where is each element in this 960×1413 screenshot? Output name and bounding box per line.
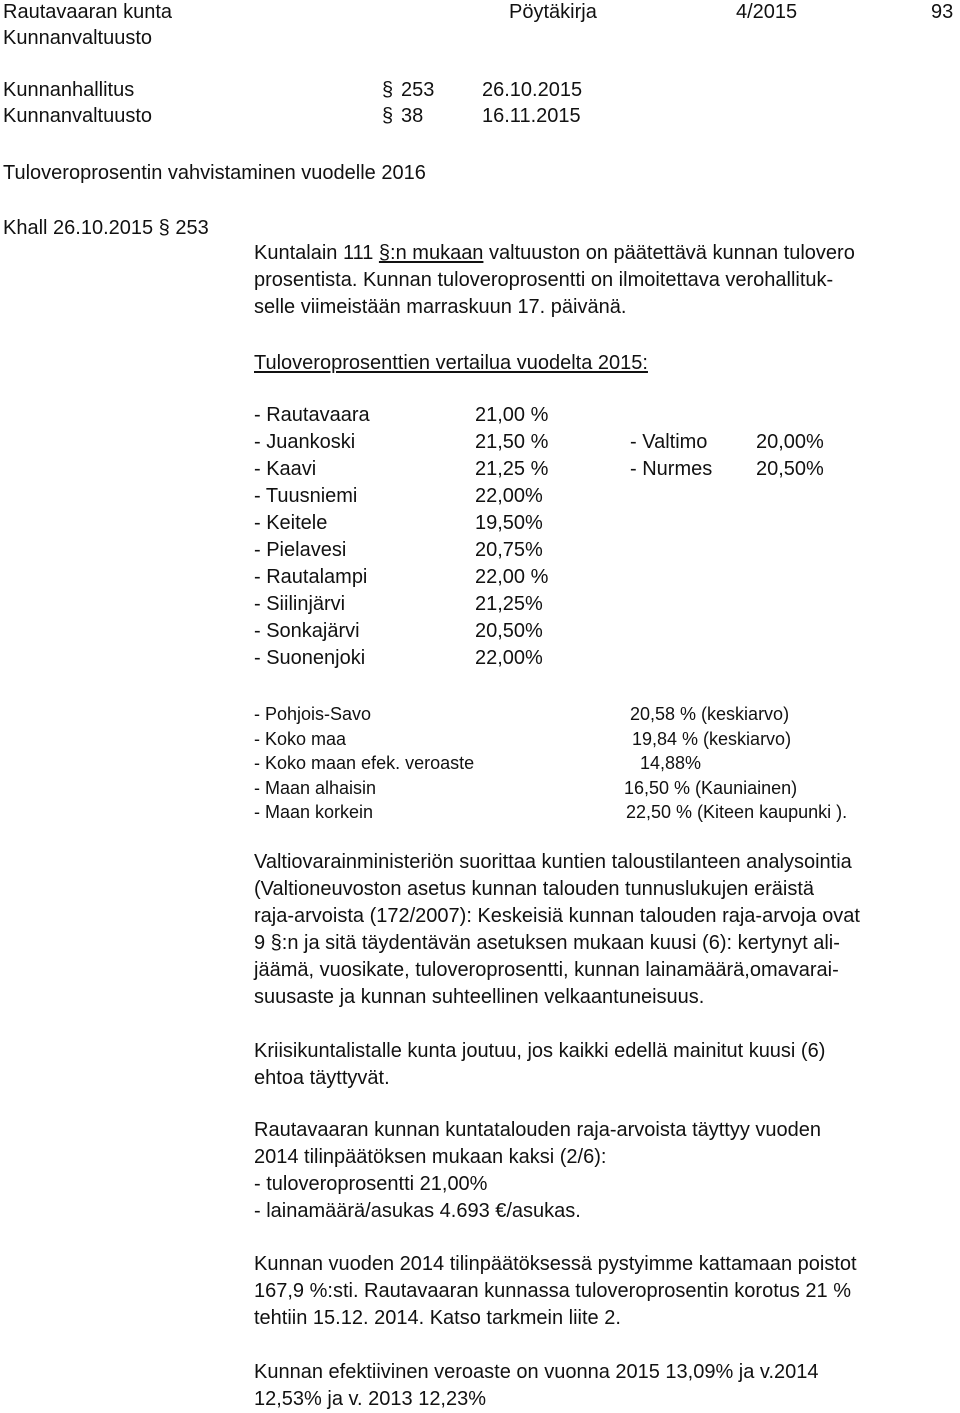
municipality-rate: 20,50% bbox=[475, 620, 543, 642]
paragraph-line: ehtoa täyttyvät. bbox=[254, 1067, 390, 1089]
paragraph-line: (Valtioneuvoston asetus kunnan talouden tunnuslukujen eräistä bbox=[254, 878, 815, 900]
summary-label: - Maan korkein bbox=[254, 802, 374, 822]
municipality-rate: 21,00 % bbox=[475, 404, 549, 426]
paragraph-line: Valtiovarainministeriön suorittaa kuntien taloustilanteen analysointia bbox=[254, 851, 852, 873]
intro-line: selle viimeistään marraskuun 17. päivänä. bbox=[254, 296, 627, 318]
intro-paragraph bbox=[254, 240, 958, 321]
summary-label: - Koko maa bbox=[254, 729, 347, 749]
summary-value: 14,88% bbox=[640, 753, 702, 773]
municipality-rate: 22,00% bbox=[475, 647, 543, 669]
paragraph-line: 2014 tilinpäätöksen mukaan kaksi (2/6): bbox=[254, 1146, 607, 1168]
issue-number: 4/2015 bbox=[736, 1, 798, 23]
municipality-name: - Suonenjoki bbox=[254, 647, 366, 669]
paragraph-line: - lainamäärä/asukas 4.693 €/asukas. bbox=[254, 1200, 581, 1222]
handling-date: 16.11.2015 bbox=[482, 105, 581, 127]
page-number: 93 bbox=[931, 1, 954, 23]
municipality-rate: 20,75% bbox=[475, 539, 543, 561]
section-number: 253 bbox=[401, 79, 435, 101]
intro-line: prosentista. Kunnan tuloveroprosentti on ilmoitettava verohallituk- bbox=[254, 269, 834, 291]
section-sign: § bbox=[382, 105, 394, 127]
intro-text: Kuntalain 111 bbox=[254, 242, 379, 264]
municipality-name: - Rautavaara bbox=[254, 404, 370, 426]
financial-statement-paragraph bbox=[254, 1251, 958, 1332]
paragraph-line: Rautavaaran kunnan kuntatalouden raja-arvoista täyttyy vuoden bbox=[254, 1119, 822, 1141]
municipality-name: - Nurmes bbox=[630, 458, 713, 480]
comparison-heading: Tuloveroprosenttien vertailua vuodelta 2015: bbox=[254, 352, 648, 374]
intro-line bbox=[254, 240, 958, 267]
section-number: 38 bbox=[401, 105, 424, 127]
handling-organ: Kunnanhallitus bbox=[3, 79, 135, 101]
limits-paragraph bbox=[254, 1117, 958, 1225]
municipality-rate: 22,00% bbox=[475, 485, 543, 507]
municipality-rate: 19,50% bbox=[475, 512, 543, 534]
paragraph-line: Kriisikuntalistalle kunta joutuu, jos kaikki edellä mainitut kuusi (6) bbox=[254, 1040, 826, 1062]
crisis-paragraph bbox=[254, 1038, 958, 1092]
municipality-rate: 21,25 % bbox=[475, 458, 549, 480]
municipality-name: - Siilinjärvi bbox=[254, 593, 346, 615]
paragraph-line: Kunnan efektiivinen veroaste on vuonna 2015 13,09% ja v.2014 bbox=[254, 1361, 819, 1383]
municipality-name: - Keitele bbox=[254, 512, 328, 534]
municipality-name: - Kaavi bbox=[254, 458, 317, 480]
intro-text: valtuuston on päätettävä kunnan tulovero bbox=[483, 242, 855, 264]
paragraph-line: tehtiin 15.12. 2014. Katso tarkmein liite 2. bbox=[254, 1307, 621, 1329]
paragraph-line: 12,53% ja v. 2013 12,23% bbox=[254, 1388, 487, 1410]
khall-reference: Khall 26.10.2015 § 253 bbox=[3, 217, 209, 239]
analysis-paragraph bbox=[254, 849, 958, 1011]
doc-type: Pöytäkirja bbox=[509, 1, 597, 23]
summary-value: 20,58 % (keskiarvo) bbox=[630, 704, 790, 724]
municipality-name: - Rautalampi bbox=[254, 566, 368, 588]
summary-label: - Maan alhaisin bbox=[254, 778, 377, 798]
org-name: Rautavaaran kunta bbox=[3, 1, 173, 23]
municipality-rate: 21,25% bbox=[475, 593, 543, 615]
summary-label: - Koko maan efek. veroaste bbox=[254, 753, 475, 773]
document-title: Tuloveroprosentin vahvistaminen vuodelle 2016 bbox=[3, 162, 426, 184]
summary-value: 22,50 % (Kiteen kaupunki ). bbox=[626, 802, 848, 822]
municipality-rate: 20,50% bbox=[756, 458, 824, 480]
statute-link: §:n mukaan bbox=[378, 242, 484, 264]
summary-value: 19,84 % (keskiarvo) bbox=[632, 729, 792, 749]
municipality-name: - Tuusniemi bbox=[254, 485, 358, 507]
municipality-name: - Pielavesi bbox=[254, 539, 347, 561]
paragraph-line: Kunnan vuoden 2014 tilinpäätöksessä pystyimme kattamaan poistot bbox=[254, 1253, 857, 1275]
municipality-name: - Valtimo bbox=[630, 431, 708, 453]
municipality-rate: 22,00 % bbox=[475, 566, 549, 588]
summary-value: 16,50 % (Kauniainen) bbox=[624, 778, 798, 798]
paragraph-line: raja-arvoista (172/2007): Keskeisiä kunnan talouden raja-arvoja ovat bbox=[254, 905, 860, 927]
handling-organ: Kunnanvaltuusto bbox=[3, 105, 153, 127]
paragraph-line: suusaste ja kunnan suhteellinen velkaantuneisuus. bbox=[254, 986, 705, 1008]
summary-label: - Pohjois-Savo bbox=[254, 704, 372, 724]
paragraph-line: 9 §:n ja sitä täydentävän asetuksen mukaan kuusi (6): kertynyt ali- bbox=[254, 932, 840, 954]
municipality-rate: 20,00% bbox=[756, 431, 824, 453]
municipality-rate: 21,50 % bbox=[475, 431, 549, 453]
paragraph-line: 167,9 %:sti. Rautavaaran kunnassa tuloveroprosentin korotus 21 % bbox=[254, 1280, 852, 1302]
municipality-name: - Juankoski bbox=[254, 431, 356, 453]
effective-tax-paragraph bbox=[254, 1359, 958, 1413]
body-name: Kunnanvaltuusto bbox=[3, 27, 153, 49]
section-sign: § bbox=[382, 79, 394, 101]
handling-date: 26.10.2015 bbox=[482, 79, 583, 101]
paragraph-line: jäämä, vuosikate, tuloveroprosentti, kunnan lainamäärä,omavarai- bbox=[254, 959, 839, 981]
paragraph-line: - tuloveroprosentti 21,00% bbox=[254, 1173, 488, 1195]
municipality-name: - Sonkajärvi bbox=[254, 620, 360, 642]
